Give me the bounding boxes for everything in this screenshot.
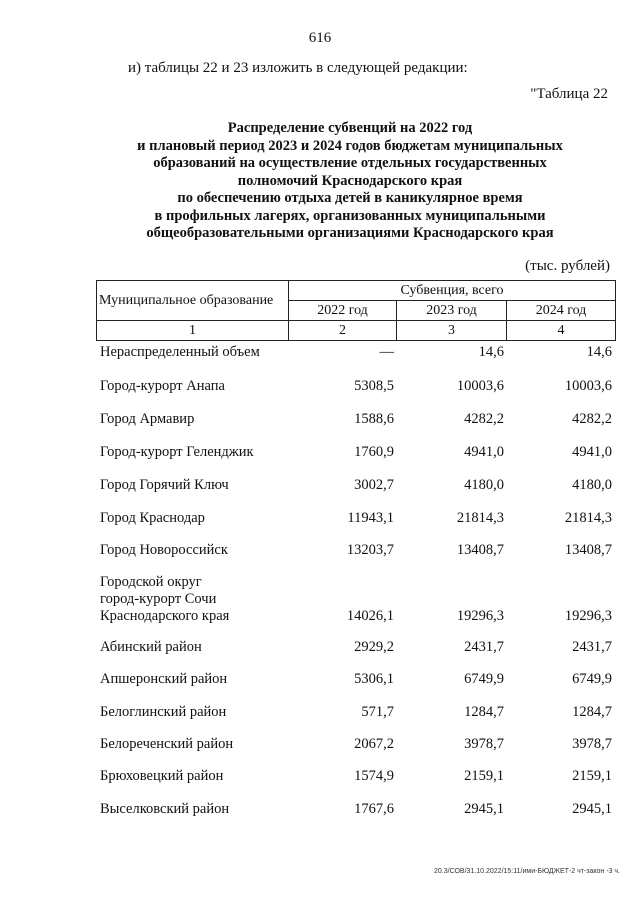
row-value-2022: 5306,1 [354, 671, 394, 687]
row-municipality: Городской округ город-курорт Сочи Краснодарского края [100, 574, 230, 624]
row-value-2023: 1284,7 [464, 704, 504, 720]
header-year-2024: 2024 год [507, 301, 616, 321]
row-value-2023: 14,6 [478, 344, 504, 360]
units-label: (тыс. рублей) [525, 258, 610, 274]
row-value-2022: 5308,5 [354, 378, 394, 394]
row-value-2022: 3002,7 [354, 477, 394, 493]
row-municipality: Город Горячий Ключ [100, 477, 229, 493]
row-value-2024: 19296,3 [564, 608, 612, 624]
row-value-2024: 4282,2 [572, 411, 612, 427]
heading-line: и плановый период 2023 и 2024 годов бюджетам муниципальных [137, 137, 563, 154]
row-value-2023: 2159,1 [464, 768, 504, 784]
row-value-2022: 11943,1 [347, 510, 394, 526]
row-value-2024: 1284,7 [572, 704, 612, 720]
row-municipality: Город Новороссийск [100, 542, 228, 558]
row-municipality: Город Краснодар [100, 510, 205, 526]
header-year-2023: 2023 год [397, 301, 507, 321]
row-municipality: Абинский район [100, 639, 202, 655]
heading-line: полномочий Краснодарского края [237, 172, 463, 189]
row-value-2023: 4282,2 [464, 411, 504, 427]
row-municipality: Выселковский район [100, 801, 230, 817]
column-number: 2 [289, 321, 397, 341]
row-municipality: Город Армавир [100, 411, 195, 427]
page-number: 616 [308, 30, 332, 46]
heading-line: общеобразовательными организациями Краснодарского края [146, 225, 554, 241]
row-value-2022: 1760,9 [354, 444, 394, 460]
footer-stamp: 20.3/СОВ/31.10.2022/15:11/ими-БЮДЖЕТ-2 чт-закон -3 ч. [434, 868, 620, 875]
row-value-2024: 4180,0 [572, 477, 612, 493]
row-value-2024: 3978,7 [572, 736, 612, 752]
row-value-2024: 2431,7 [572, 639, 612, 655]
row-value-2023: 4941,0 [464, 444, 504, 460]
row-municipality: Нераспределенный объем [100, 344, 260, 360]
row-value-2023: 13408,7 [456, 542, 504, 558]
row-municipality: Апшеронский район [100, 671, 228, 687]
heading-line: по обеспечению отдыха детей в каникулярное время [177, 190, 523, 206]
row-value-2023: 21814,3 [456, 510, 504, 526]
heading-line: Распределение субвенций на 2022 год [227, 120, 473, 136]
heading-line: образований на осуществление отдельных государственных [153, 155, 547, 171]
row-value-2022: 571,7 [361, 704, 394, 720]
row-value-2022: 2067,2 [354, 736, 394, 752]
table-label: "Таблица 22 [530, 86, 608, 102]
row-value-2023: 19296,3 [456, 608, 504, 624]
row-value-2024: 13408,7 [564, 542, 612, 558]
header-year-2022: 2022 год [289, 301, 397, 321]
row-value-2022: 13203,7 [346, 542, 394, 558]
row-value-2022: 1767,6 [354, 801, 394, 817]
column-number: 1 [97, 321, 289, 341]
row-value-2022: — [379, 344, 394, 360]
row-value-2024: 14,6 [586, 344, 612, 360]
heading-line: в профильных лагерях, организованных муниципальными [154, 207, 546, 224]
row-value-2024: 2945,1 [572, 801, 612, 817]
row-value-2024: 4941,0 [572, 444, 612, 460]
intro-text: и) таблицы 22 и 23 изложить в следующей редакции: [128, 60, 468, 76]
row-municipality: Город-курорт Геленджик [100, 444, 254, 460]
row-value-2024: 10003,6 [564, 378, 612, 394]
row-value-2023: 2431,7 [464, 639, 504, 655]
row-value-2023: 10003,6 [456, 378, 504, 394]
row-municipality: Белореченский район [100, 736, 234, 752]
row-value-2022: 2929,2 [354, 639, 394, 655]
row-value-2022: 1574,9 [354, 768, 394, 784]
row-value-2023: 6749,9 [464, 671, 504, 687]
row-value-2024: 21814,3 [564, 510, 612, 526]
header-municipality: Муниципальное образование [97, 281, 289, 321]
row-municipality: Белоглинский район [100, 704, 227, 720]
column-number: 3 [397, 321, 507, 341]
row-value-2023: 4180,0 [464, 477, 504, 493]
row-value-2023: 3978,7 [464, 736, 504, 752]
row-value-2024: 2159,1 [572, 768, 612, 784]
table-header [96, 280, 616, 341]
row-value-2022: 14026,1 [346, 608, 394, 624]
row-value-2023: 2945,1 [464, 801, 504, 817]
row-municipality: Город-курорт Анапа [100, 378, 225, 394]
row-value-2022: 1588,6 [354, 411, 394, 427]
row-municipality: Брюховецкий район [100, 768, 224, 784]
column-number: 4 [507, 321, 616, 341]
table-heading [90, 120, 610, 243]
row-value-2024: 6749,9 [572, 671, 612, 687]
header-subvention-total: Субвенция, всего [289, 281, 616, 301]
